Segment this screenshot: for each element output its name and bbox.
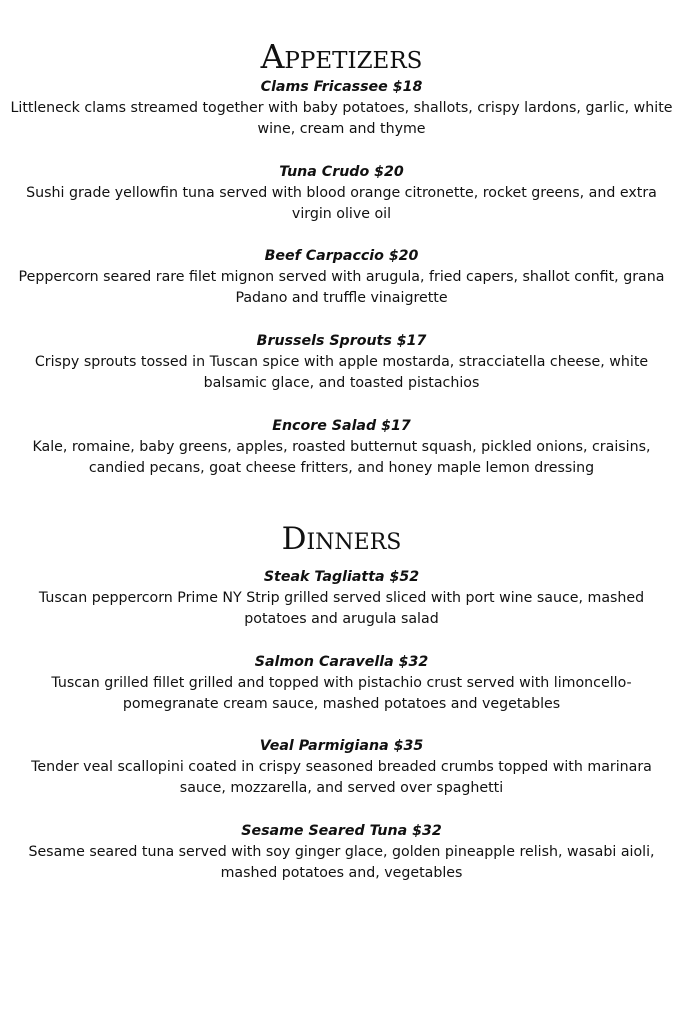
menu-item-description: Kale, romaine, baby greens, apples, roasted butternut squash, pickled onions, craisins, candied pecans, goat cheese fritters, and honey maple lemon dressing: [32, 439, 651, 476]
menu-item-name: Veal Parmigiana $35: [259, 738, 424, 754]
menu-item-description: Crispy sprouts tossed in Tuscan spice with apple mostarda, stracciatella cheese, white balsamic glace, and toasted pistachios: [34, 354, 649, 391]
menu-item-name: Steak Tagliatta $52: [263, 569, 420, 585]
menu-item: [10, 567, 673, 630]
menu-item-name: Encore Salad $17: [272, 418, 411, 434]
menu-item-description: Sushi grade yellowfin tuna served with blood orange citronette, rocket greens, and extra virgin olive oil: [26, 185, 657, 222]
menu-item-description: Tender veal scallopini coated in crispy seasoned breaded crumbs topped with marinara sauce, mozzarella, and served over spaghetti: [31, 759, 652, 796]
menu-item: [10, 246, 673, 309]
menu-item-name: Brussels Sprouts $17: [256, 333, 427, 349]
menu-item: [10, 331, 673, 394]
menu-item-description: Tuscan peppercorn Prime NY Strip grilled served sliced with port wine sauce, mashed potatoes and arugula salad: [38, 590, 645, 627]
menu-item: [10, 652, 673, 715]
menu-item-description: Sesame seared tuna served with soy ginger glace, golden pineapple relish, wasabi aioli, mashed potatoes and, vegetables: [28, 844, 655, 881]
dinners-heading: Dinners: [281, 520, 402, 557]
menu-item-name: Sesame Seared Tuna $32: [241, 823, 442, 839]
appetizers-heading: Appetizers: [260, 37, 423, 77]
menu-item: [10, 736, 673, 799]
menu-item-description: Peppercorn seared rare filet mignon served with arugula, fried capers, shallot confit, grana Padano and truffle vinaigrette: [18, 269, 665, 306]
menu-item: [10, 162, 673, 225]
menu-item-name: Tuna Crudo $20: [279, 164, 404, 180]
menu-item-description: Littleneck clams streamed together with baby potatoes, shallots, crispy lardons, garlic, white wine, cream and thyme: [10, 100, 673, 137]
menu-item-name: Clams Fricassee $18: [260, 79, 423, 95]
menu-item: [10, 821, 673, 884]
menu-item-name: Salmon Caravella $32: [254, 654, 429, 670]
menu-item-name: Beef Carpaccio $20: [264, 248, 419, 264]
menu-item-description: Tuscan grilled fillet grilled and topped with pistachio crust served with limoncello-pomegranate cream sauce, mashed potatoes and vegetables: [51, 675, 632, 712]
menu-item: [10, 77, 673, 140]
menu-item: [10, 416, 673, 479]
